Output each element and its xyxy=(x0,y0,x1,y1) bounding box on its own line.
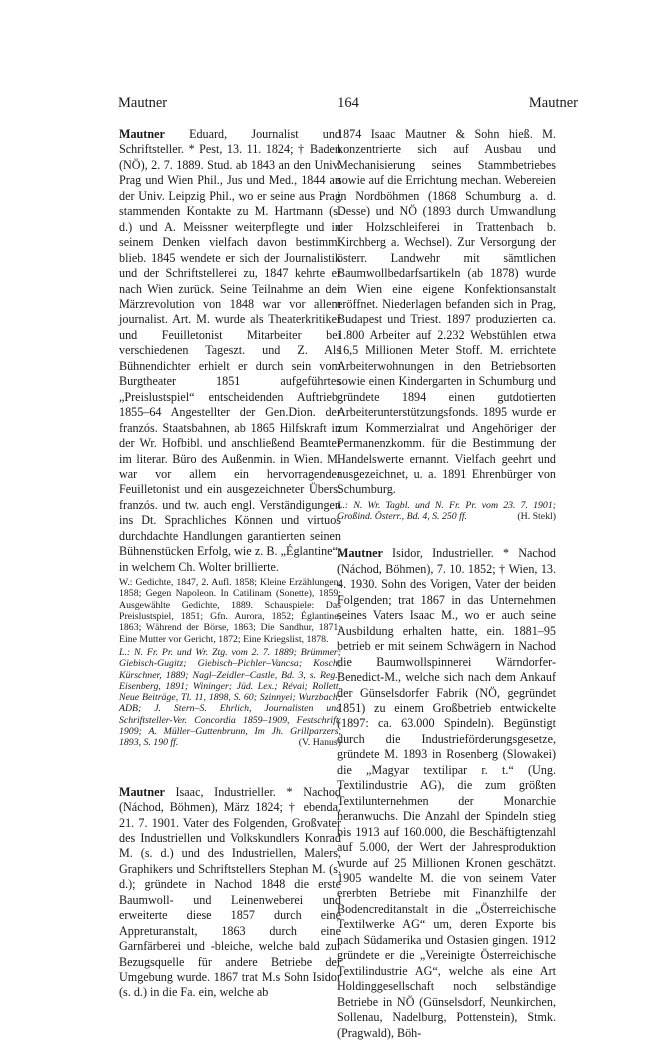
entry-isaac-literature xyxy=(337,500,556,523)
entry-isidor-body: Isidor, Industrieller. * Nachod (Náchod, Böhmen), 7. 10. 1852; † Wien, 13. 4. 1930. Sohn des Vorigen, Vater der beiden Folgenden; trat 1867 in das Unternehmen seines Vaters Isaac M., wo er auch seine Ausbildung erhalten hatte, ein. 1881–95 betrieb er mit seinem Schwägern in Nachod die Baumwollspinnerei Wärndorfer-Benedict-M., welche sich nach dem Ankauf der Günselsdorfer Fabrik (NÖ, gegründet 1851) zu einem Großbetrieb entwickelte (1897: ca. 63.000 Spindeln). Begünstigt durch die Industrieförderungsgesetze, gründete M. 1893 in Rosenberg (Slowakei) die „Magyar textilipar r. t.“ (Ung. Textilindustrie AG), die zum größten Textilunternehmen der Monarchie heranwuchs. Die Anzahl der Spindeln stieg bis 1913 auf 160.000, die Beschäftigtenzahl auf 5.000, der Wert der Jahresproduktion wurde auf 25 Millionen Kronen geschätzt. 1905 wandelte M. die von seinem Vater ererbten Betriebe mit Finanzhilfe der Bodencreditanstalt in die „Österreichische Textilwerke AG“ um, deren Exporte bis nach Südamerika und Ostasien gingen. 1912 gründete er die „Vereinigte Österreichische Textilindustrie AG“, welche als eine Art Holdinggesellschaft noch selbständige Betriebe in NÖ (Günselsdorf, Neunkirchen, Sollenau, Nadelburg, Pottenstein), Stmk. (Pragwald), Böh- xyxy=(337,546,556,1040)
entry-isaac-body-part1: Isaac, Industrieller. * Nachod (Náchod, Böhmen), März 1824; † ebenda, 21. 7. 1901. Vater des Folgenden, Großvater des Industriellen und Volkskundlers Konrad M. (s. d.) und des Industriellen, Malers, Graphikers und Schriftstellers Stephan M. (s. d.); gründete in Nachod 1848 die erste Baumwoll- und Leinenweberei und erweiterte diese 1857 durch eine Appreturanstalt, 1863 durch eine Garnfärberei und -bleiche, welche bald zur Bezugsquelle für andere Betriebe der Umgebung wurde. 1867 trat M.s Sohn Isidor (s. d.) in die Fa. ein, welche ab xyxy=(119,784,341,1000)
entry-eduard-body: Eduard, Journalist und Schriftsteller. * Pest, 13. 11. 1824; † Baden (NÖ), 2. 7. 1889. Stud. ab 1843 an den Univ. Prag und Wien Phil., Jus und Med., 1844 an der Univ. Leipzig Phil., wo er seine aus Prag stammenden Kontakte zu M. Hartmann (s. d.) und A. Meissner weiterpflegte und in seinem Denken vielfach davon bestimmt blieb. 1845 wendete er sich der Journalistik und der Schriftstellerei zu, 1847 kehrte er nach Wien zurück. Seine Teilnahme an der Märzrevolution von 1848 war vor allem journalist. Art. M. wurde als Theaterkritiker und Feuilletonist Mitarbeiter bei verschiedenen Tageszt. und Z. Als Bühnendichter erhielt er durch sein vom Burgtheater 1851 aufgeführtes „Preislustspiel“ entscheidenden Auftrieb. 1855–64 Angestellter der Gen.Dion. der franzós. Staatsbahnen, ab 1865 Hilfskraft in der Wr. Hofbibl. und anschließend Beamter im literar. Büro des Außenmin. in Wien. M. war vor allem ein hervorragender Feuilletonist und ein ausgezeichneter Übers. franzós. und tw. auch engl. Verständigungen ins Dt. Sprachliches Können und virtuos durchdachte Handlungen garantierten seinen Bühnenstücken Erfolg, wie z. B. „Églantine“, in welchem Ch. Wolter brillierte. xyxy=(119,127,341,574)
entry-eduard-literature xyxy=(119,647,341,749)
entry-isaac-author: (H. Stekl) xyxy=(517,511,556,523)
entry-isidor-headword: Mautner xyxy=(337,546,383,561)
running-head-right: Mautner xyxy=(528,95,578,111)
entry-eduard-works: W.: Gedichte, 1847, 2. Aufl. 1858; Kleine Erzählungen, 1858; Gegen Napoleon. In Catilinam (Sonette), 1859; Ausgewählte Gedichte, 1889. Schauspiele: Das Preislustspiel, 1851; Gfn. Aurora, 1852; Églantine, 1863; Während der Börse, 1863; Die Sandhur, 1871; Eine Mutter vor Gericht, 1872; Eine Kriegslist, 1878. xyxy=(119,577,341,645)
entry-isaac-literature-text: L.: N. Wr. Tagbl. und N. Fr. Pr. vom 23. 7. 1901; Großind. Österr., Bd. 4, S. 250 ff. xyxy=(337,499,556,523)
running-head xyxy=(118,95,578,115)
entry-eduard-author: (V. Hanus) xyxy=(298,737,341,749)
entry-eduard-text xyxy=(119,127,341,575)
entry-isaac-headword: Mautner xyxy=(119,784,165,799)
right-column xyxy=(337,127,556,1041)
entry-isaac-continuation: 1874 Isaac Mautner & Sohn hieß. M. konzentrierte sich auf Ausbau und Mechanisierung seines Stammbetriebes sowie auf die Errichtung mechan. Webereien in Nordböhmen (1868 Schumburg a. d. Desse) und NÖ (1893 durch Umwandlung der Holzschleiferei in Trattenbach b. Kirchberg a. Wechsel). Zur Versorgung der österr. Landwehr mit sämtlichen Baumwollbedarfsartikeln (ab 1878) wurde in Wien eine eigene Konfektionsanstalt eröffnet. Niederlagen befanden sich in Prag, Budapest und Triest. 1897 produzierten ca. 1.800 Arbeiter auf 2.232 Webstühlen etwa 16,5 Millionen Meter Stoff. M. errichtete Arbeiterwohnungen in den Betriebsorten sowie einen Kindergarten in Schumburg und gründete 1894 einen gutdotierten Arbeiterunterstützungsfonds. 1895 wurde er zum Kommerzialrat und Angehöriger der Permanenzkomm. für die Bestimmung der Handelswerte ernannt. Vielfach geehrt und ausgezeichnet, u. a. 1891 Ehrenbürger von Schumburg. xyxy=(337,127,556,497)
running-head-left: Mautner xyxy=(118,95,168,111)
entry-eduard-literature-text: L.: N. Fr. Pr. und Wr. Ztg. vom 2. 7. 1889; Brümmer; Giebisch-Gugitz; Giebisch–Pichler–Vancsa; Kosch; Kürschner, 1889; Nagl–Zeidler–Castle, Bd. 3, s. Reg.; Eisenberg, 1891; Wininger; Jüd. Lex.; Révai; Rollett, Neue Beiträge, Tl. 11, 1898, S. 60; Szinnyei; Wurzbach; ADB; J. Stern–S. Ehrlich, Journalisten und Schriftsteller-Ver. Concordia 1859–1909, Festschrift, 1909; A. Müller–Guttenbrunn, Im Jh. Grillparzers, 1893, S. 190 ff. xyxy=(119,646,341,749)
entry-isidor-text xyxy=(337,546,556,1041)
entry-isaac-text xyxy=(119,785,341,1001)
entry-eduard-headword: Mautner xyxy=(119,127,165,141)
left-column xyxy=(119,127,341,1001)
page-number: 164 xyxy=(337,95,359,111)
